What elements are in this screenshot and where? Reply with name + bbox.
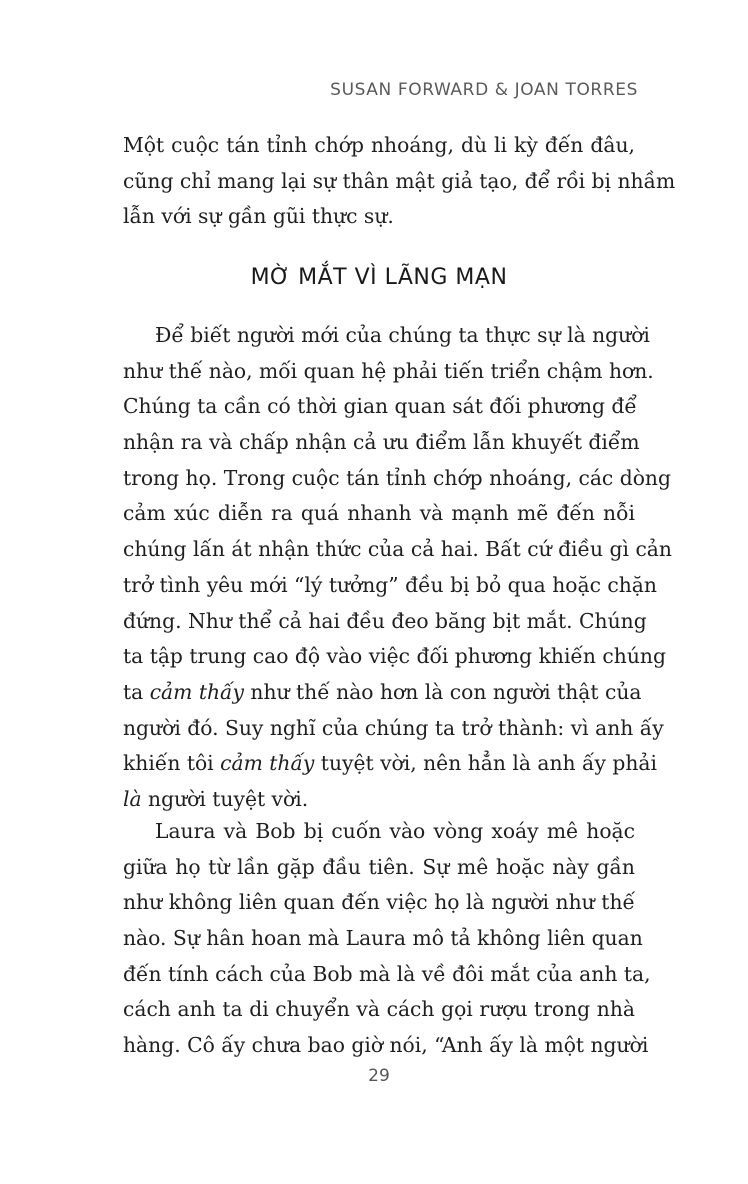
text-line: hàng. Cô ấy chưa bao giờ nói, “Anh ấy là một người (123, 1033, 649, 1058)
text-line: đứng. Như thể cả hai đều đeo băng bịt mắt. Chúng (123, 608, 647, 633)
text-run: tuyệt vời, nên hẳn là anh ấy phải (314, 751, 658, 776)
page-number: 29 (368, 1066, 390, 1086)
text-line (123, 782, 635, 818)
text-line: cách anh ta di chuyển và cách gọi rượu trong nhà (123, 997, 635, 1022)
text-line: đến tính cách của Bob mà là về đôi mắt của anh ta, (123, 961, 651, 986)
emphasis-text: cảm thấy (220, 751, 315, 776)
text-line: giữa họ từ lần gặp đầu tiên. Sự mê hoặc này gần (123, 854, 635, 879)
paragraph-1 (123, 128, 676, 235)
text-line: cũng chỉ mang lại sự thân mật giả tạo, để rồi bị nhầm (123, 168, 676, 193)
paragraph-3 (123, 814, 651, 1064)
text-line: Laura và Bob bị cuốn vào vòng xoáy mê hoặc (155, 819, 635, 843)
text-line: chúng lấn át nhận thức của cả hai. Bất cứ điều gì cản (123, 537, 672, 562)
text-run: khiến tôi (123, 751, 221, 776)
text-line: cảm xúc diễn ra quá nhanh và mạnh mẽ đến nỗi (123, 501, 635, 526)
text-line: trong họ. Trong cuộc tán tỉnh chớp nhoáng, các dòng (123, 465, 671, 490)
emphasis-text: là (123, 786, 142, 811)
text-line: Để biết người mới của chúng ta thực sự là người (155, 323, 650, 347)
text-line: nào. Sự hân hoan mà Laura mô tả không liên quan (123, 926, 643, 951)
text-line: lẫn với sự gần gũi thực sự. (123, 204, 394, 229)
text-line (123, 675, 642, 711)
text-line: ta tập trung cao độ vào việc đối phương khiến chúng (123, 644, 666, 669)
emphasis-text: cảm thấy (149, 679, 244, 704)
text-line: như không liên quan đến việc họ là người như thế (123, 890, 635, 915)
text-run: ta (123, 679, 150, 704)
text-line: người đó. Suy nghĩ của chúng ta trở thành: vì anh ấy (123, 715, 664, 740)
text-line: Một cuộc tán tỉnh chớp nhoáng, dù li kỳ đến đâu, (123, 133, 635, 157)
text-line: trở tình yêu mới “lý tưởng” đều bị bỏ qua hoặc chặn (123, 572, 657, 597)
running-header: SUSAN FORWARD & JOAN TORRES (330, 80, 638, 100)
paragraph-2 (123, 318, 672, 818)
text-line: Chúng ta cần có thời gian quan sát đối phương để (123, 394, 637, 419)
section-heading: MỜ MẮT VÌ LÃNG MẠN (250, 265, 508, 290)
text-run: người tuyệt vời. (141, 786, 309, 811)
text-line: nhận ra và chấp nhận cả ưu điểm lẫn khuyết điểm (123, 430, 640, 455)
text-run: như thế nào hơn là con người thật của (243, 679, 642, 704)
text-line: như thế nào, mối quan hệ phải tiến triển chậm hơn. (123, 358, 654, 383)
text-line (123, 746, 658, 782)
